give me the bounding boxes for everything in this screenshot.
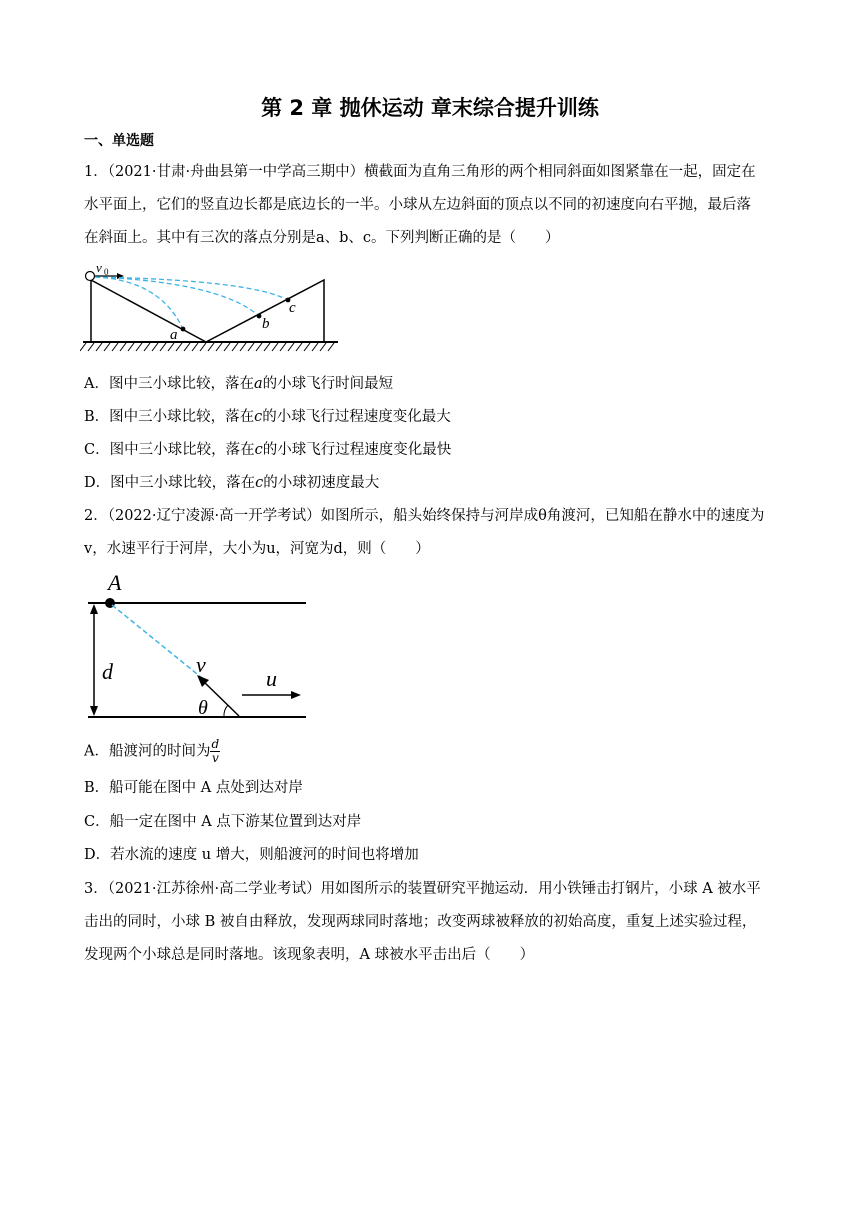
label-v-sub: 0 — [104, 267, 109, 277]
label-u: u — [266, 666, 277, 691]
option-label: A． — [84, 376, 109, 392]
trajectory-a — [95, 277, 183, 329]
option-label: B． — [84, 409, 110, 425]
label-c: c — [289, 300, 296, 316]
label-v: v — [196, 652, 206, 677]
question-2-line-1 — [84, 504, 764, 525]
question-2-line-2: v，水速平行于河岸，大小为u，河宽为d，则（ ） — [84, 541, 430, 557]
option-text: 图中三小球比较，落在 — [109, 409, 255, 425]
fraction-numerator: d — [211, 737, 220, 751]
option-label: D． — [84, 475, 111, 491]
river-figure — [84, 568, 314, 728]
option-text: 的小球飞行时间最短 — [262, 376, 394, 392]
d-arrowhead-top — [90, 604, 98, 614]
fraction-denominator: v — [211, 751, 219, 765]
option-text: 船可能在图中 A 点处到达对岸 — [109, 780, 303, 796]
label-a: a — [170, 327, 178, 343]
point-b — [257, 314, 262, 319]
boat-path — [112, 605, 202, 678]
option-label: C． — [84, 814, 110, 830]
point-a — [181, 327, 186, 332]
label-v: v — [96, 262, 102, 275]
question-source: （2021·甘肃·舟曲县第一中学高三期中） — [107, 164, 365, 180]
option-label: A． — [84, 743, 109, 760]
q2-option-c — [84, 810, 361, 831]
question-number: 3． — [84, 881, 108, 897]
ground-hatch — [80, 343, 334, 351]
question-number: 2． — [84, 508, 108, 524]
question-1-line-1 — [84, 160, 756, 181]
q2-option-d — [84, 843, 419, 864]
page-title: 第 2 章 抛休运动 章末综合提升训练 — [261, 96, 599, 120]
option-text: 船一定在图中 A 点下游某位置到达对岸 — [109, 814, 362, 830]
trajectory-c — [95, 277, 288, 300]
trajectory-b — [95, 277, 259, 316]
fraction — [210, 738, 220, 765]
left-slope — [91, 280, 206, 342]
option-text: 的小球初速度最大 — [263, 475, 380, 491]
option-var: a — [253, 376, 263, 392]
q1-option-d — [84, 471, 379, 492]
slopes-figure — [80, 262, 340, 354]
ball — [86, 272, 95, 281]
option-text: 若水流的速度 u 增大，则船渡河的时间也将增加 — [110, 847, 419, 863]
q1-option-b — [84, 405, 451, 426]
d-arrowhead-bottom — [90, 706, 98, 716]
option-text: 图中三小球比较，落在 — [110, 475, 256, 491]
option-text: 图中三小球比较，落在 — [108, 376, 254, 392]
q2-option-b — [84, 776, 303, 797]
label-theta: θ — [198, 697, 208, 719]
question-3-line-3: 发现两个小球总是同时落地。该现象表明，A 球被水平击出后（ ） — [84, 947, 535, 963]
question-3-line-1 — [84, 877, 761, 898]
option-text: 的小球飞行过程速度变化最快 — [262, 442, 452, 458]
question-3-line-2: 击出的同时，小球 B 被自由释放，发现两球同时落地；改变两球被释放的初始高度，重复上述实验过程， — [84, 914, 757, 930]
u-arrowhead — [291, 691, 301, 699]
option-text: 图中三小球比较，落在 — [109, 442, 255, 458]
question-1-line-2: 水平面上，它们的竖直边长都是底边长的一半。小球从左边斜面的顶点以不同的初速度向右平抛，最后落 — [84, 197, 751, 213]
option-var: c — [254, 409, 263, 425]
right-slope — [206, 280, 324, 342]
section-heading: 一、单选题 — [84, 133, 154, 149]
question-text: 用如图所示的装置研究平抛运动．用小铁锤击打钢片，小球 A 被水平 — [320, 881, 761, 897]
label-d: d — [102, 659, 113, 684]
question-text: 横截面为直角三角形的两个相同斜面如图紧靠在一起，固定在 — [364, 164, 756, 180]
option-label: B． — [84, 780, 110, 796]
question-1-line-3: 在斜面上。其中有三次的落点分别是a、b、c。下列判断正确的是（ ） — [84, 230, 560, 246]
option-var: c — [254, 442, 263, 458]
q1-option-a — [84, 372, 393, 393]
q2-option-a — [84, 738, 220, 765]
q1-option-c — [84, 438, 451, 459]
theta-arc — [224, 705, 228, 717]
question-number: 1． — [84, 164, 108, 180]
label-A: A — [108, 570, 122, 595]
label-b: b — [262, 316, 270, 332]
question-text: 如图所示，船头始终保持与河岸成θ角渡河，已知船在静水中的速度为 — [320, 508, 765, 524]
option-label: C． — [84, 442, 110, 458]
option-label: D． — [84, 847, 111, 863]
option-var: c — [255, 475, 264, 491]
option-text: 的小球飞行过程速度变化最大 — [262, 409, 451, 425]
question-source: （2022·辽宁凌源·高一开学考试） — [107, 508, 321, 524]
question-source: （2021·江苏徐州·高二学业考试） — [107, 881, 321, 897]
option-text: 船渡河的时间为 — [108, 743, 211, 760]
